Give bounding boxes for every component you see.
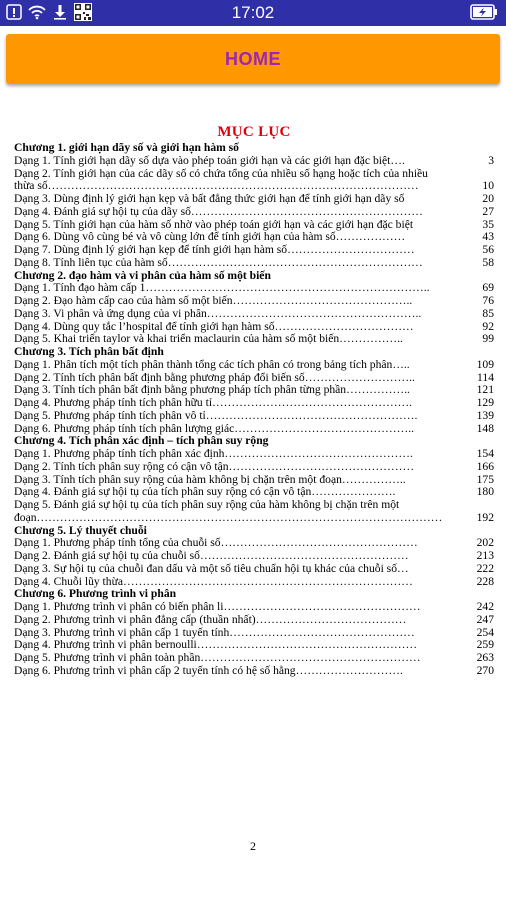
toc-entry-page: 76 (482, 295, 494, 307)
toc-entry-page: 242 (476, 601, 494, 613)
toc-entry (14, 257, 494, 270)
toc-entry-page: 43 (482, 231, 494, 244)
toc-entry-text: Dạng 2. Tính giới hạn của các dãy số có chứa tổng của nhiều số hạng hoặc tích của nhiều thừa số…………………………………………………………………………………… (14, 167, 428, 193)
toc-entry-page: 259 (476, 639, 494, 652)
toc-entry (14, 627, 494, 640)
toc-entry (14, 308, 494, 321)
toc-entry (14, 537, 494, 550)
toc-entry (14, 550, 494, 563)
toc-entry (14, 372, 494, 385)
toc-entry-text: Dạng 5. Phương pháp tính tích phân vô tỉ………………………………………………. (14, 409, 418, 422)
toc-entry-page: 228 (476, 575, 494, 588)
toc-entry-page: 69 (482, 282, 494, 295)
toc-entry (14, 601, 494, 614)
toc-entry-page: 3 (488, 154, 494, 167)
toc-entry-page: 175 (476, 473, 494, 486)
toc-entry-page: 20 (482, 193, 494, 205)
toc-entry-text: Dạng 4. Đánh giá sự hội tụ của dãy số…………………………………………………… (14, 205, 423, 218)
toc-entry-text: Dạng 3. Tính tích phân bất định bằng phương pháp tích phân từng phần…………….. (14, 384, 410, 397)
toc-entry (14, 295, 494, 308)
toc-entry-text: Dạng 2. Phương trình vi phân đẳng cấp (thuần nhất)………………………………… (14, 613, 407, 626)
toc-entry (14, 576, 494, 589)
toc-entry-text: Dạng 1. Phân tích một tích phân thành tổng các tích phân có trong bảng tích phân….. (14, 358, 410, 371)
toc-entry-text: Dạng 1. Phương pháp tính tổng của chuỗi số…………………………………………… (14, 537, 418, 550)
toc-entry (14, 397, 494, 410)
toc-entry-text: Dạng 3. Dùng định lý giới hạn kẹp và bất đẳng thức giới hạn để tính giới hạn dãy số (14, 193, 405, 205)
toc-entry-page: 35 (482, 218, 494, 231)
toc-entry-text: Dạng 4. Phương pháp tính tích phân hữu tỉ……………………………………………. (14, 397, 413, 409)
toc-entry-text: Dạng 8. Tính liên tục của hàm số………………………………………………………… (14, 256, 423, 269)
toc-entry-page: 129 (476, 397, 494, 409)
toc-entry (14, 461, 494, 474)
toc-chapter-heading: Chương 6. Phương trình vi phân (14, 588, 177, 601)
toc-entry-text: Dạng 4. Đánh giá sự hội tụ của tích phân suy rộng có cận vô tận…………………. (14, 486, 396, 499)
toc-entry-text: Dạng 3. Vi phân và ứng dụng của vi phân……………………………………………….. (14, 307, 422, 320)
toc-entry-text: Dạng 6. Phương pháp tính tích phân lượng giác……………………………………….. (14, 422, 414, 435)
toc-title: MỤC LỤC (217, 124, 291, 140)
toc-entry-text: Dạng 5. Khai triển taylor và khai triển maclaurin của hàm số một biến…………….. (14, 333, 403, 346)
toc-entry-page: 263 (476, 652, 494, 664)
toc-entry-page: 85 (482, 307, 494, 320)
toc-entry-text: Dạng 3. Tính tích phân suy rộng của hàm không bị chặn trên một đoạn…………….. (14, 473, 406, 486)
toc-entry-text: Dạng 1. Tính giới hạn dãy số dựa vào phép toán giới hạn và các giới hạn đặc biệt…. (14, 154, 405, 167)
toc-entry-text: Dạng 6. Dùng vô cùng bé và vô cùng lớn để tính giới hạn của hàm số……………… (14, 231, 406, 244)
toc-entry (14, 282, 494, 295)
toc-entry (14, 423, 494, 436)
toc-entry-page: 222 (476, 562, 494, 575)
toc-entry-page: 192 (476, 510, 494, 524)
toc-entry-text: Dạng 3. Sự hội tụ của chuỗi đan dấu và một số tiêu chuẩn hội tụ khác của chuỗi số… (14, 562, 409, 575)
toc-entry-page: 270 (476, 664, 494, 677)
toc-entry-page: 92 (482, 320, 494, 333)
toc-entry-text: Dạng 4. Chuỗi lũy thừa………………………………………………………………… (14, 575, 413, 588)
toc-entry-page: 148 (476, 422, 494, 435)
toc-entry (14, 499, 494, 525)
toc-entry (14, 231, 494, 244)
toc-entry (14, 168, 494, 194)
toc-entry-page: 213 (476, 550, 494, 562)
toc-entry (14, 486, 494, 499)
toc-entry-page: 247 (476, 613, 494, 626)
toc-entry (14, 639, 494, 652)
toc-entry (14, 563, 494, 576)
toc-entry (14, 410, 494, 423)
toc-entry (14, 665, 494, 678)
page-number: 2 (250, 839, 256, 853)
toc-chapter-heading: Chương 4. Tích phân xác định – tích phân suy rộng (14, 435, 269, 448)
toc-entry-page: 56 (482, 244, 494, 256)
toc-entry (14, 155, 494, 168)
table-of-contents (14, 142, 494, 678)
toc-entry-text: Dạng 4. Dùng quy tắc l’hospital để tính giới hạn hàm số……………………………… (14, 320, 414, 333)
toc-entry (14, 448, 494, 461)
home-button-label: HOME (225, 48, 281, 69)
toc-entry-text: Dạng 2. Đạo hàm cấp cao của hàm số một biến……………………………………….. (14, 295, 413, 307)
toc-entry (14, 333, 494, 346)
toc-entry-page: 139 (476, 409, 494, 422)
toc-entry-text: Dạng 4. Phương trình vi phân bernoulli………………………………………………… (14, 639, 418, 652)
toc-entry (14, 244, 494, 257)
toc-chapter-heading: Chương 3. Tích phân bất định (14, 346, 164, 358)
toc-entry (14, 193, 494, 206)
status-bar (0, 0, 506, 26)
toc-entry-text: Dạng 2. Tính tích phân bất định bằng phương pháp đổi biến số……………………….. (14, 371, 415, 384)
toc-entry-page: 27 (482, 205, 494, 218)
toc-entry-text: Dạng 1. Phương trình vi phân có biến phân li…………………………………………… (14, 601, 421, 613)
toc-entry (14, 359, 494, 372)
toc-entry-text: Dạng 2. Tính tích phân suy rộng có cận vô tận………………………………………… (14, 460, 415, 473)
toc-entry-page: 109 (476, 358, 494, 371)
toc-entry-text: Dạng 6. Phương trình vi phân cấp 2 tuyến tính có hệ số hằng………………………. (14, 664, 403, 677)
toc-entry (14, 474, 494, 487)
home-button[interactable] (6, 34, 500, 84)
toc-entry-page: 254 (476, 626, 494, 639)
toc-entry-page: 166 (476, 460, 494, 473)
toc-entry (14, 219, 494, 232)
toc-entry-page: 154 (476, 448, 494, 460)
toc-entry-text: Dạng 5. Phương trình vi phân toàn phần………………………………………………… (14, 652, 421, 664)
toc-entry-text: Dạng 1. Tính đạo hàm cấp 1……………………………………………………………….. (14, 282, 430, 295)
toc-entry-page: 202 (476, 537, 494, 550)
toc-entry-text: Dạng 5. Tính giới hạn của hàm số nhờ vào phép toán giới hạn và các giới hạn đặc biệt (14, 218, 414, 231)
toc-entry-page: 180 (476, 486, 494, 499)
document-page (14, 123, 494, 678)
toc-entry-page: 99 (482, 333, 494, 346)
toc-chapter-heading: Chương 1. giới hạn dãy số và giới hạn hàm số (14, 142, 239, 154)
toc-entry (14, 384, 494, 397)
toc-chapter-heading: Chương 5. Lý thuyết chuỗi (14, 524, 147, 537)
toc-entry-text: Dạng 2. Đánh giá sự hội tụ của chuỗi số……………………………………………… (14, 550, 409, 562)
toc-entry-text: Dạng 3. Phương trình vi phân cấp 1 tuyến tính………………………………………… (14, 626, 415, 639)
toc-entry-page: 114 (477, 371, 494, 384)
toc-entry-page: 121 (476, 384, 494, 397)
toc-entry-text: Dạng 7. Dùng định lý giới hạn kẹp để tính giới hạn hàm số…………………………… (14, 244, 415, 256)
toc-entry (14, 614, 494, 627)
toc-entry (14, 206, 494, 219)
toc-entry-page: 10 (482, 179, 494, 193)
toc-entry (14, 321, 494, 334)
status-time: 17:02 (231, 3, 275, 22)
toc-entry-text: Dạng 5. Đánh giá sự hội tụ của tích phân suy rộng của hàm không bị chặn trên một đoạn…………………………………………………………………………………………… (14, 499, 443, 524)
toc-entry-text: Dạng 1. Phương pháp tính tích phân xác định…………………………………………. (14, 448, 413, 460)
toc-chapter-heading: Chương 2. đạo hàm và vi phân của hàm số một biến (14, 269, 271, 282)
toc-entry (14, 652, 494, 665)
battery-charging-icon (470, 4, 498, 25)
toc-entry-page: 58 (482, 256, 494, 269)
